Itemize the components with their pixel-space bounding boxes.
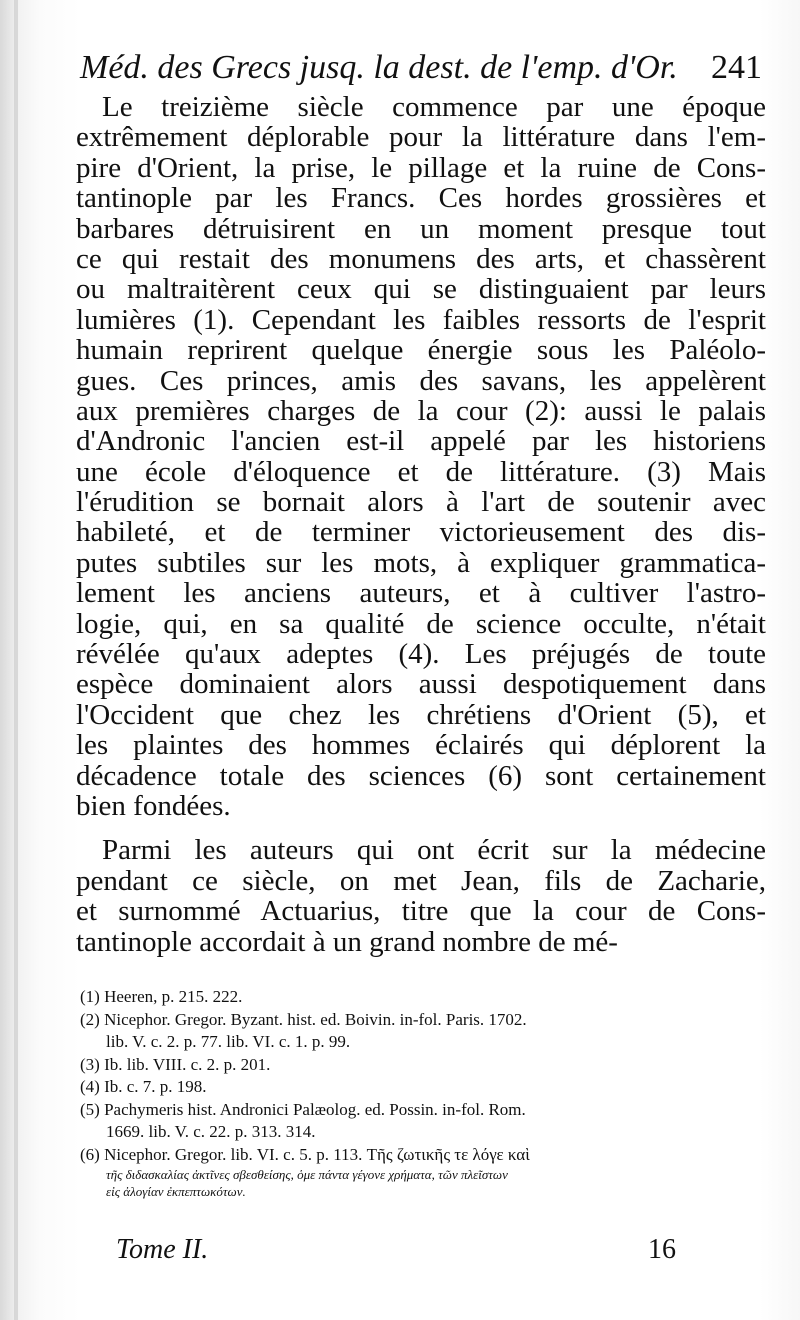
text-line: lumières (1). Cependant les faibles ressorts de l'esprit (76, 303, 766, 336)
text-line: espèce dominaient alors aussi despotiquement dans (76, 668, 766, 701)
page-number: 241 (711, 49, 762, 86)
footnote-line: 1669. lib. V. c. 22. p. 313. 314. (106, 1122, 316, 1141)
text-line: d'Andronic l'ancien est-il appelé par les historiens (76, 425, 766, 458)
sheet-signature: 16 (648, 1234, 676, 1265)
paragraph-2 (76, 835, 766, 957)
footnote-line: (3) Ib. lib. VIII. c. 2. p. 201. (80, 1054, 271, 1074)
footnote-line: εἰς ἀλογίαν ἐκπεπτωκότων. (106, 1184, 246, 1199)
footnotes (80, 986, 770, 1200)
running-head (80, 46, 762, 90)
text-line: et surnommé Actuarius, titre que la cour de Cons- (76, 895, 766, 928)
text-line: Le treizième siècle commence par une époque (102, 91, 766, 123)
text-line: ou maltraitèrent ceux qui se distinguaient par leurs (76, 273, 766, 306)
footnote-line: (4) Ib. c. 7. p. 198. (80, 1077, 207, 1096)
text-line: pire d'Orient, la prise, le pillage et la ruine de Cons- (76, 151, 766, 184)
text-line: les plaintes des hommes éclairés qui déplorent la (76, 729, 766, 762)
text-line: pendant ce siècle, on met Jean, fils de Zacharie, (76, 864, 766, 897)
paragraph-1 (76, 92, 766, 821)
footnote-line: (6) Nicephor. Gregor. lib. VI. c. 5. p. 113. Τῆς ζωτικῆς τε λόγε καὶ (80, 1144, 530, 1164)
text-line: une école d'éloquence et de littérature. (3) Mais (76, 455, 766, 488)
text-line: habileté, et de terminer victorieusement des dis- (76, 516, 766, 549)
volume-label: Tome II. (116, 1234, 209, 1265)
footnote-line: (5) Pachymeris hist. Andronici Palæolog. ed. Possin. in-fol. Rom. (80, 1099, 526, 1119)
text-line: logie, qui, en sa qualité de science occulte, n'était (76, 607, 766, 640)
text-line: ce qui restait des monumens des arts, et chassèrent (76, 242, 766, 275)
text-line: extrêmement déplorable pour la littérature dans l'em- (76, 121, 766, 154)
footnote-line: τῆς διδασκαλίας ἀκτῖνες σβεσθείσης, ὁμε πάντα γέγονε χρήματα, τῶν πλεῖστων (106, 1167, 508, 1182)
text-line: humain reprirent quelque énergie sous les Paléolo- (76, 334, 766, 367)
text-line: décadence totale des sciences (6) sont certainement (76, 759, 766, 792)
running-title: Méd. des Grecs jusq. la dest. de l'emp. d'Or. (80, 49, 678, 86)
signature-line (116, 1232, 676, 1268)
text-line: tantinople par les Francs. Ces hordes grossières et (76, 182, 766, 215)
text-line: l'Occident que chez les chrétiens d'Orient (5), et (76, 698, 766, 731)
text-line: gues. Ces princes, amis des savans, les appelèrent (76, 364, 766, 397)
text-line: barbares détruisirent en un moment presque tout (76, 212, 766, 245)
text-line: l'érudition se bornait alors à l'art de soutenir avec (76, 486, 766, 519)
binding-gutter-shadow (14, 0, 18, 1320)
text-line: aux premières charges de la cour (2): aussi le palais (76, 394, 766, 427)
text-line: Parmi les auteurs qui ont écrit sur la médecine (102, 834, 766, 867)
text-line: révélée qu'aux adeptes (4). Les préjugés de toute (76, 638, 766, 671)
body-text (76, 92, 766, 957)
text-line: lement les anciens auteurs, et à cultiver l'astro- (76, 577, 766, 610)
footnote-line: (1) Heeren, p. 215. 222. (80, 987, 243, 1006)
footnote-line: (2) Nicephor. Gregor. Byzant. hist. ed. Boivin. in-fol. Paris. 1702. (80, 1009, 527, 1029)
text-line: tantinople accordait à un grand nombre de mé- (76, 925, 618, 958)
footnote-line: lib. V. c. 2. p. 77. lib. VI. c. 1. p. 99. (106, 1032, 351, 1051)
text-line: putes subtiles sur les mots, à expliquer grammatica- (76, 546, 766, 579)
text-line: bien fondées. (76, 789, 231, 822)
